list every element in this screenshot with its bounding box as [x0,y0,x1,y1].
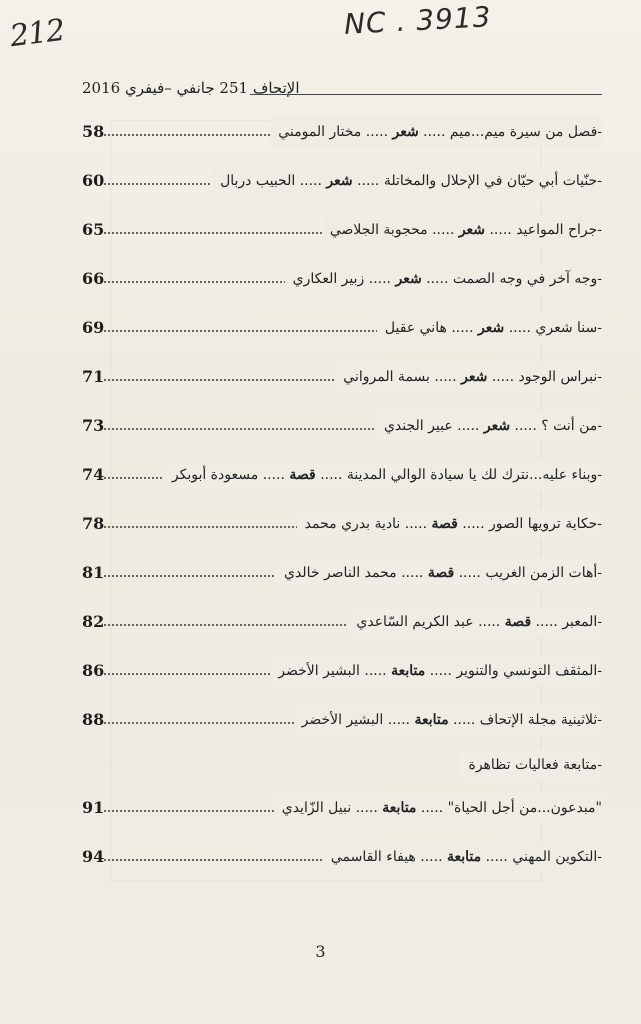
toc-entry-text: -حنّيات أبي حيّان في الإحلال والمخاتلة ..... شعر ..... الحبيب دربال [212,166,602,196]
toc-genre: شعر [458,222,486,238]
toc-title: -التكوين المهني [512,849,602,865]
toc-entry-text: -نبراس الوجود ..... شعر ..... بسمة المرواني [335,362,602,392]
toc-genre: شعر [478,320,505,336]
toc-page-number: 69 [82,318,105,337]
toc-page-number: 86 [82,661,105,680]
toc-genre: متابعة [391,663,426,679]
toc-title: -المثقف التونسي والتنوير [456,663,602,679]
toc-page-number: 74 [82,465,105,484]
toc-page-number: 81 [82,563,105,582]
toc-title: -جراح المواعيد [516,222,602,238]
toc-entry-text: -سنا شعري ..... شعر ..... هاني عقيل [377,313,602,343]
toc-row [82,166,602,196]
handwritten-note-center: NC . 3913 [343,0,493,41]
toc-row [82,313,602,343]
toc-author: عبير الجندي [383,418,453,434]
toc-row [82,509,602,539]
toc-page-number: 82 [82,612,105,631]
toc-entry-text: -أهات الزمن الغريب ..... قصة ..... محمد الناصر خالدي [276,558,602,588]
toc-author: البشير الأخضر [301,712,384,728]
section-heading: -متابعة فعاليات تظاهرة [460,750,602,780]
toc-entry-text: -حكاية ترويها الصور ..... قصة ..... نادية بدري محمد [297,509,602,539]
toc-row [82,705,602,735]
section-heading-row [82,750,602,780]
toc-page-number: 94 [82,847,105,866]
toc-row [82,607,602,637]
toc-page-number: 58 [82,122,105,141]
toc-entry-text: -المثقف التونسي والتنوير ..... متابعة ..... البشير الأخضر [270,656,602,686]
handwritten-note-left: 212 [8,12,67,55]
toc-title: -ثلاثينية مجلة الإتحاف [479,712,602,728]
toc-genre: شعر [392,124,419,140]
toc-author: مختار المومني [278,124,362,140]
toc-entry-text: "مبدعون...من أجل الحياة" ..... متابعة ..... نبيل الزّايدي [274,793,602,823]
toc-title: -حكاية ترويها الصور [489,516,602,532]
toc-page-number: 60 [82,171,105,190]
toc-genre: شعر [483,418,511,434]
toc-author: نبيل الزّايدي [281,800,352,816]
toc-title: -وجه آخر في وجه الصمت [452,271,602,287]
toc-genre: شعر [326,173,353,189]
page-header [82,77,602,107]
toc-page-number: 78 [82,514,105,533]
toc-entry-text: -جراح المواعيد ..... شعر ..... محجوبة الجلاصي [322,215,602,245]
toc-page-number: 73 [82,416,105,435]
toc-row [82,215,602,245]
toc-genre: قصة [504,614,532,630]
toc-row [82,656,602,686]
toc-author: محجوبة الجلاصي [329,222,428,238]
toc-genre: قصة [427,565,455,581]
toc-genre: شعر [461,369,488,385]
toc-author: زبير العكاري [292,271,365,287]
toc-title: -أهات الزمن الغريب [485,565,602,581]
toc-entry-text: -فصل من سيرة ميم...ميم ..... شعر ..... مختار المومني [270,117,602,147]
toc-page-number: 88 [82,710,105,729]
journal-title: الإتحاف 251 جانفي –فيفري 2016 [82,79,300,97]
toc-author: مسعودة أبوبكر [171,467,259,483]
toc-title: "مبدعون...من أجل الحياة" [447,800,602,816]
toc-row [82,264,602,294]
toc-title: -المعبر [562,614,602,630]
toc-author: بسمة المرواني [343,369,430,385]
toc-genre: شعر [395,271,422,287]
toc-entry-text: -وبناء عليه...نترك لك يا سيادة الوالي المدينة ..... قصة ..... مسعودة أبوبكر [164,460,602,490]
toc-author: هيفاء القاسمي [330,849,416,865]
toc-title: -سنا شعري [535,320,602,336]
toc-title: -من أنت ؟ [541,418,602,434]
toc-entry-text: -المعبر ..... قصة ..... عبد الكريم السّاعدي [348,607,602,637]
toc-row [82,362,602,392]
toc-genre: متابعة [446,849,482,865]
toc-genre: قصة [289,467,316,483]
toc-genre: قصة [431,516,458,532]
toc-entry-text: -وجه آخر في وجه الصمت ..... شعر ..... زبير العكاري [285,264,602,294]
toc-author: محمد الناصر خالدي [284,565,397,581]
toc-entry-text: -من أنت ؟ ..... شعر ..... عبير الجندي [376,411,602,441]
toc-author: الحبيب دربال [220,173,296,189]
toc-title: -فصل من سيرة ميم...ميم [449,124,602,140]
header-rule [250,94,602,95]
toc-row [82,117,602,147]
toc-title: -وبناء عليه...نترك لك يا سيادة الوالي المدينة [346,467,602,483]
toc-row [82,842,602,872]
page-number: 3 [315,942,326,961]
toc-entry-text: -ثلاثينية مجلة الإتحاف ..... متابعة ..... البشير الأخضر [294,705,602,735]
toc-author: هاني عقيل [384,320,447,336]
toc-row [82,558,602,588]
toc-genre: متابعة [382,800,417,816]
toc-page-number: 66 [82,269,105,288]
toc-page-number: 65 [82,220,105,239]
toc-title: -حنّيات أبي حيّان في الإحلال والمخاتلة [383,173,602,189]
toc-title: -نبراس الوجود [518,369,602,385]
toc-author: نادية بدري محمد [304,516,401,532]
toc-row [82,411,602,441]
toc-page-number: 71 [82,367,105,386]
toc-row [82,460,602,490]
toc-genre: متابعة [414,712,449,728]
toc-author: البشير الأخضر [278,663,360,679]
toc-author: عبد الكريم السّاعدي [356,614,474,630]
toc-row [82,793,602,823]
toc-page-number: 91 [82,798,105,817]
toc-entry-text: -التكوين المهني ..... متابعة ..... هيفاء القاسمي [323,842,602,872]
